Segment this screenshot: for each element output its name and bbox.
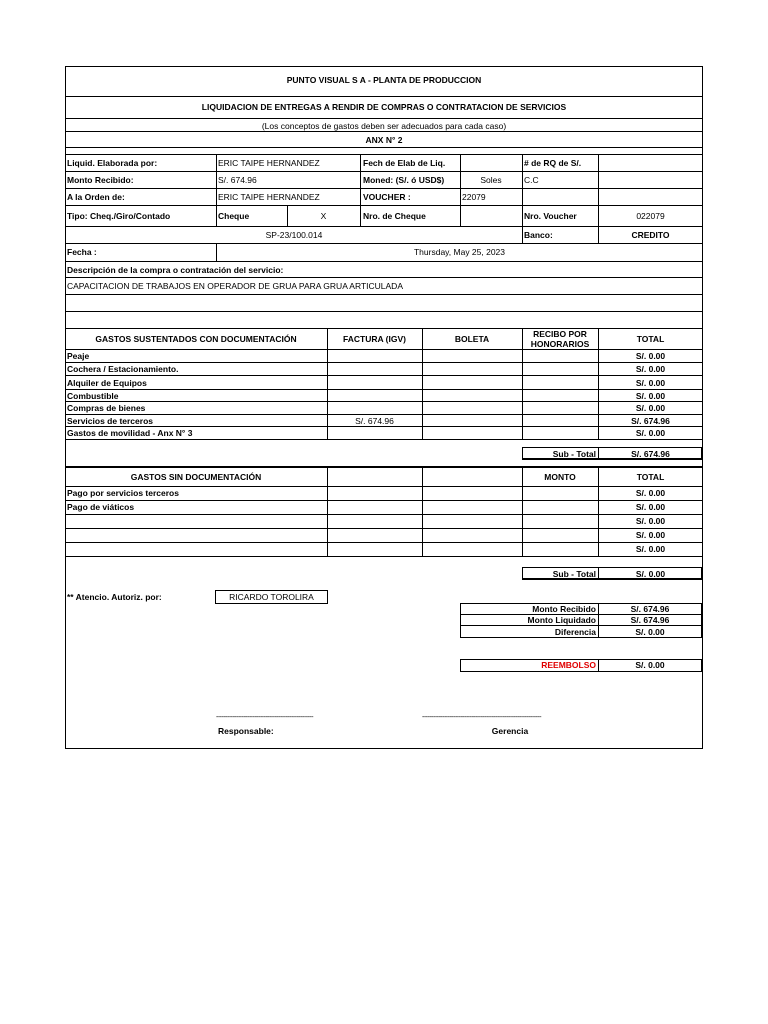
reembolso-value: S/. 0.00 xyxy=(635,660,665,670)
divider xyxy=(65,328,703,329)
divider xyxy=(65,131,703,132)
divider xyxy=(360,154,361,226)
signature-line-right: ----------------------------------------------------------------- xyxy=(422,714,542,721)
doc-row-label: Combustible xyxy=(67,391,119,401)
doc-row-label: Gastos de movilidad - Anx N° 3 xyxy=(67,428,193,438)
form-title: LIQUIDACION DE ENTREGAS A RENDIR DE COMPRAS O CONTRATACION DE SERVICIOS xyxy=(201,102,567,112)
divider xyxy=(65,261,703,262)
doc-row-total: S/. 0.00 xyxy=(635,378,666,388)
doc-header-boleta: BOLETA xyxy=(454,334,490,344)
rq-label: # de RQ de S/. xyxy=(524,158,582,168)
liquid-label: Liquid. Elaborada por: xyxy=(67,158,158,168)
monto-label: Monto Recibido: xyxy=(67,175,134,185)
divider xyxy=(65,414,703,415)
divider xyxy=(65,118,703,119)
desc-value: CAPACITACION DE TRABAJOS EN OPERADOR DE GRUA PARA GRUA ARTICULADA xyxy=(67,281,403,291)
undoc-header-monto: MONTO xyxy=(544,472,576,482)
divider xyxy=(65,500,703,501)
doc-row-total: S/. 0.00 xyxy=(635,364,666,374)
undoc-row-total: S/. 0.00 xyxy=(635,516,666,526)
company-title: PUNTO VISUAL S A - PLANTA DE PRODUCCION xyxy=(286,75,482,85)
doc-header-concept: GASTOS SUSTENTADOS CON DOCUMENTACIÓN xyxy=(95,334,297,344)
divider xyxy=(65,243,703,244)
diferencia-label: Diferencia xyxy=(554,627,596,637)
undoc-subtotal-value: S/. 0.00 xyxy=(635,569,666,579)
banco-label: Banco: xyxy=(524,230,553,240)
diferencia-value: S/. 0.00 xyxy=(635,627,665,637)
divider xyxy=(65,154,703,155)
banco-value: CREDITO xyxy=(631,230,670,240)
undoc-row-label: Pago de viáticos xyxy=(67,502,135,512)
undoc-row-total: S/. 0.00 xyxy=(635,488,666,498)
divider xyxy=(65,188,703,189)
desc-label: Descripción de la compra o contratación del servicio: xyxy=(67,265,284,275)
doc-header-total: TOTAL xyxy=(636,334,665,344)
divider xyxy=(460,625,702,626)
reference-code: SP-23/100.014 xyxy=(265,230,323,240)
divider xyxy=(65,205,703,206)
divider xyxy=(65,426,703,427)
undoc-subtotal-label: Sub - Total xyxy=(552,569,596,579)
divider xyxy=(65,401,703,402)
nro-voucher-value: 022079 xyxy=(636,211,665,221)
divider xyxy=(216,154,217,226)
doc-row-factura: S/. 674.96 xyxy=(355,416,394,426)
fecha-elab-label: Fech de Elab de Liq. xyxy=(363,158,446,168)
recibido-label: Monto Recibido xyxy=(532,604,596,614)
fecha-value: Thursday, May 25, 2023 xyxy=(413,247,506,257)
divider xyxy=(522,328,523,439)
gerencia-label: Gerencia xyxy=(491,726,529,736)
doc-subtotal-value: S/. 674.96 xyxy=(631,449,670,459)
undoc-row-total: S/. 0.00 xyxy=(635,544,666,554)
divider xyxy=(65,466,703,468)
divider xyxy=(65,375,703,376)
doc-header-factura: FACTURA (IGV) xyxy=(343,334,406,344)
orden-label: A la Orden de: xyxy=(67,192,125,202)
orden-value: ERIC TAIPE HERNANDEZ xyxy=(218,192,320,202)
recibido-value: S/. 674.96 xyxy=(630,604,670,614)
reembolso-label: REEMBOLSO xyxy=(541,660,596,670)
doc-row-label: Cochera / Estacionamiento. xyxy=(67,364,179,374)
divider xyxy=(65,362,703,363)
divider xyxy=(65,439,703,440)
form-note: (Los conceptos de gastos deben ser adecuados para cada caso) xyxy=(261,121,507,131)
moneda-label: Moned: (S/. ó USD$) xyxy=(363,175,445,185)
doc-row-total: S/. 0.00 xyxy=(635,403,666,413)
divider xyxy=(65,389,703,390)
divider xyxy=(65,486,703,487)
undoc-row-total: S/. 0.00 xyxy=(635,530,666,540)
undoc-row-total: S/. 0.00 xyxy=(635,502,666,512)
doc-row-label: Alquiler de Equipos xyxy=(67,378,147,388)
doc-row-total: S/. 674.96 xyxy=(631,416,670,426)
doc-row-total: S/. 0.00 xyxy=(635,351,666,361)
cc-value: C.C xyxy=(524,175,539,185)
divider xyxy=(65,528,703,529)
undoc-header-total: TOTAL xyxy=(636,472,665,482)
doc-row-label: Servicios de terceros xyxy=(67,416,153,426)
divider xyxy=(65,294,703,295)
monto-value: S/. 674.96 xyxy=(218,175,257,185)
voucher-value: 22079 xyxy=(462,192,486,202)
doc-row-total: S/. 0.00 xyxy=(635,428,666,438)
divider xyxy=(422,328,423,439)
annex-label: ANX N° 2 xyxy=(365,135,403,145)
divider xyxy=(65,542,703,543)
authorization-label: ** Atencio. Autoriz. por: xyxy=(67,592,162,602)
divider xyxy=(65,514,703,515)
tipo-label: Tipo: Cheq./Giro/Contado xyxy=(67,211,171,221)
divider xyxy=(65,277,703,278)
divider xyxy=(65,147,703,148)
divider xyxy=(460,154,461,226)
divider xyxy=(65,311,703,312)
doc-row-label: Compras de bienes xyxy=(67,403,146,413)
responsable-label: Responsable: xyxy=(218,726,274,736)
liquidado-value: S/. 674.96 xyxy=(630,615,670,625)
voucher-label: VOUCHER : xyxy=(363,192,411,202)
liquid-value: ERIC TAIPE HERNANDEZ xyxy=(218,158,320,168)
authorization-value: RICARDO TOROLIRA xyxy=(229,592,314,602)
moneda-value: Soles xyxy=(480,175,502,185)
tipo-value: Cheque xyxy=(218,211,250,221)
doc-row-label: Peaje xyxy=(67,351,90,361)
liquidado-label: Monto Liquidado xyxy=(527,615,596,625)
signature-line-left: ----------------------------------------------------- xyxy=(216,714,314,721)
undoc-row-label: Pago por servicios terceros xyxy=(67,488,179,498)
doc-row-total: S/. 0.00 xyxy=(635,391,666,401)
fecha-label: Fecha : xyxy=(67,247,97,257)
tipo-mark: X xyxy=(320,211,327,221)
nro-cheque-label: Nro. de Cheque xyxy=(363,211,426,221)
doc-subtotal-label: Sub - Total xyxy=(552,449,596,459)
undoc-header-concept: GASTOS SIN DOCUMENTACIÓN xyxy=(130,472,262,482)
doc-header-recibo: RECIBO POR HONORARIOS xyxy=(530,329,590,349)
divider xyxy=(65,171,703,172)
divider xyxy=(65,349,703,350)
divider xyxy=(522,154,523,243)
divider xyxy=(65,96,703,97)
divider xyxy=(65,226,703,227)
divider xyxy=(65,556,703,557)
nro-voucher-label: Nro. Voucher xyxy=(524,211,577,221)
